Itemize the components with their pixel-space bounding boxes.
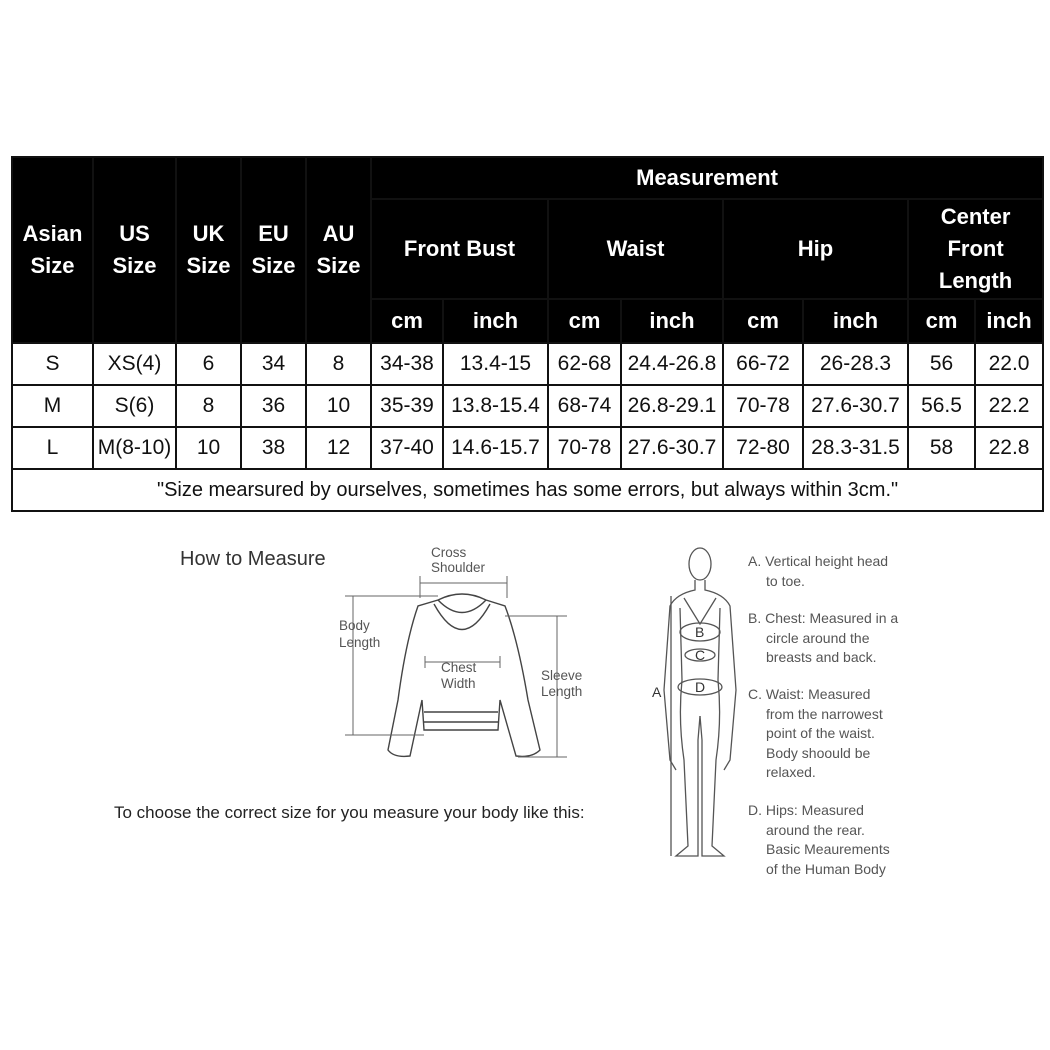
- chest-width-label-2: Width: [441, 676, 476, 691]
- unit-cm: cm: [371, 299, 443, 343]
- body-label-a: A: [652, 684, 662, 700]
- unit-cm: cm: [723, 299, 803, 343]
- table-cell: 56.5: [908, 385, 975, 427]
- table-cell: 70-78: [723, 385, 803, 427]
- table-cell: 58: [908, 427, 975, 469]
- body-label-b: B: [695, 624, 705, 640]
- table-cell: 22.0: [975, 343, 1043, 385]
- table-cell: M(8-10): [93, 427, 176, 469]
- header-waist: Waist: [548, 199, 723, 299]
- size-note: "Size mearsured by ourselves, sometimes has some errors, but always within 3cm.": [12, 469, 1043, 511]
- header-asian-size: Asian Size: [12, 157, 93, 343]
- table-cell: 27.6-30.7: [803, 385, 908, 427]
- chest-width-label-1: Chest: [441, 660, 477, 675]
- header-measurement: Measurement: [371, 157, 1043, 199]
- table-cell: 8: [306, 343, 371, 385]
- table-cell: XS(4): [93, 343, 176, 385]
- unit-cm: cm: [548, 299, 621, 343]
- body-label-d: D: [695, 679, 706, 695]
- table-cell: 10: [306, 385, 371, 427]
- table-cell: 27.6-30.7: [621, 427, 723, 469]
- table-cell: 26-28.3: [803, 343, 908, 385]
- table-cell: 62-68: [548, 343, 621, 385]
- body-length-label-1: Body: [339, 618, 370, 633]
- header-uk-size: UK Size: [176, 157, 241, 343]
- table-cell: M: [12, 385, 93, 427]
- table-cell: 22.2: [975, 385, 1043, 427]
- legend-a: A. Vertical height head to toe.: [748, 553, 889, 589]
- body-figure-sketch: [664, 548, 736, 856]
- legend-c: C. Waist: Measured from the narrowest point of the waist. Body shoould be relaxed.: [748, 686, 883, 780]
- table-cell: 66-72: [723, 343, 803, 385]
- body-label-c: C: [695, 647, 706, 663]
- body-length-label-2: Length: [339, 635, 381, 650]
- table-cell: 72-80: [723, 427, 803, 469]
- sleeve-length-label-1: Sleeve: [541, 668, 583, 683]
- unit-inch: inch: [621, 299, 723, 343]
- table-cell: 56: [908, 343, 975, 385]
- header-center-front-length: Center Front Length: [908, 199, 1043, 299]
- legend-d: D. Hips: Measured around the rear. Basic Meaurements of the Human Body: [748, 802, 890, 877]
- unit-cm: cm: [908, 299, 975, 343]
- table-cell: 34-38: [371, 343, 443, 385]
- header-hip: Hip: [723, 199, 908, 299]
- table-cell: S(6): [93, 385, 176, 427]
- table-cell: 22.8: [975, 427, 1043, 469]
- how-to-measure-title: How to Measure: [180, 548, 326, 570]
- table-cell: S: [12, 343, 93, 385]
- table-cell: 35-39: [371, 385, 443, 427]
- table-cell: 12: [306, 427, 371, 469]
- cross-shoulder-label-2: Shoulder: [431, 560, 486, 575]
- table-cell: 38: [241, 427, 306, 469]
- header-us-size: US Size: [93, 157, 176, 343]
- table-cell: 13.4-15: [443, 343, 548, 385]
- unit-inch: inch: [975, 299, 1043, 343]
- unit-inch: inch: [443, 299, 548, 343]
- table-cell: 24.4-26.8: [621, 343, 723, 385]
- legend-b: B. Chest: Measured in a circle around the breasts and back.: [748, 610, 899, 665]
- table-cell: 6: [176, 343, 241, 385]
- header-front-bust: Front Bust: [371, 199, 548, 299]
- table-cell: 36: [241, 385, 306, 427]
- table-cell: 10: [176, 427, 241, 469]
- unit-inch: inch: [803, 299, 908, 343]
- table-cell: 34: [241, 343, 306, 385]
- table-cell: 37-40: [371, 427, 443, 469]
- cross-shoulder-label-1: Cross: [431, 545, 467, 560]
- measure-instruction: To choose the correct size for you measure your body like this:: [114, 803, 585, 822]
- table-cell: 8: [176, 385, 241, 427]
- table-cell: 28.3-31.5: [803, 427, 908, 469]
- table-cell: 14.6-15.7: [443, 427, 548, 469]
- header-eu-size: EU Size: [241, 157, 306, 343]
- table-cell: L: [12, 427, 93, 469]
- table-cell: 13.8-15.4: [443, 385, 548, 427]
- table-cell: 68-74: [548, 385, 621, 427]
- table-cell: 70-78: [548, 427, 621, 469]
- sleeve-length-label-2: Length: [541, 684, 583, 699]
- header-au-size: AU Size: [306, 157, 371, 343]
- table-cell: 26.8-29.1: [621, 385, 723, 427]
